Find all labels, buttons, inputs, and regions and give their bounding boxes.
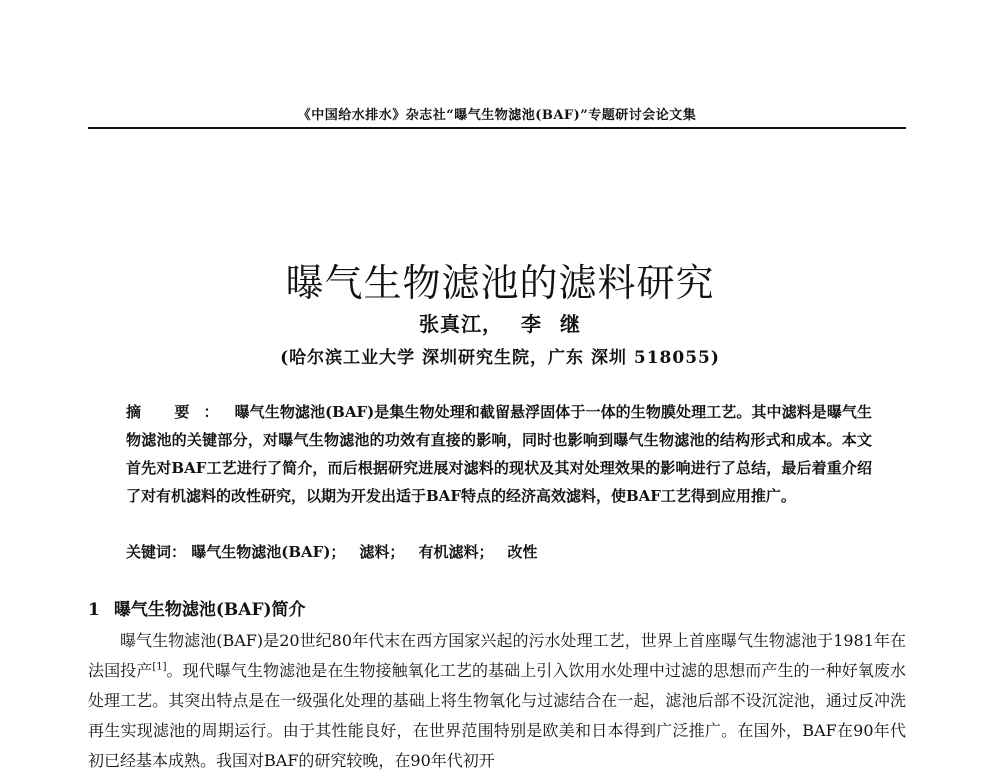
body-text-part1: 曝气生物滤池(BAF)是20世纪80年代末在西方国家兴起的污水处理工艺，世界上首座曝气生物滤池于1981年在法国投产 — [88, 631, 906, 680]
body-paragraph — [88, 626, 906, 776]
authors: 张真江， 李 继 — [419, 312, 581, 336]
keyword: 改性 — [507, 543, 538, 561]
abstract-text: 曝气生物滤池(BAF)是集生物处理和截留悬浮固体于一体的生物膜处理工艺。其中滤料是曝气生物滤池的关键部分，对曝气生物滤池的功效有直接的影响，同时也影响到曝气生物滤池的结构形式和成本。本文首先对BAF工艺进行了简介，而后根据研究进展对滤料的现状及其对处理效果的影响进行了总结，最后着重介绍了对有机滤料的改性研究，以期为开发出适于BAF特点的经济高效滤料，使BAF工艺得到应用推广。 — [126, 403, 872, 505]
body-text-part2: 。现代曝气生物滤池是在生物接触氧化工艺的基础上引入饮用水处理中过滤的思想而产生的一种好氧废水处理工艺。其突出特点是在一级强化处理的基础上将生物氧化与过滤结合在一起，滤池后部不设沉淀池，通过反冲洗再生实现滤池的周期运行。由于其性能良好，在世界范围特别是欧美和日本得到广泛推广。在国外，BAF在90年代初已经基本成熟。我国对BAF的研究较晚，在90年代初开 — [88, 661, 906, 770]
section-heading — [88, 596, 906, 624]
article-title: 曝气生物滤池的滤料研究 — [285, 261, 715, 306]
citation-ref[interactable]: [1] — [152, 661, 167, 673]
keyword: 曝气生物滤池(BAF)； — [191, 543, 346, 561]
affiliation: (哈尔滨工业大学 深圳研究生院，广东 深圳 518055) — [280, 348, 720, 368]
keywords — [126, 538, 872, 566]
keywords-label: 关键词： — [126, 543, 187, 561]
running-header: 《中国给水排水》杂志社“曝气生物滤池(BAF)”专题研讨会论文集 — [297, 108, 697, 123]
section-number: 1 — [88, 600, 100, 620]
section-title: 曝气生物滤池(BAF)简介 — [113, 600, 306, 620]
abstract — [126, 398, 872, 510]
keyword: 滤料； — [359, 543, 405, 561]
header-rule — [88, 127, 906, 129]
keyword: 有机滤料； — [418, 543, 494, 561]
abstract-label: 摘 要： — [126, 403, 233, 421]
